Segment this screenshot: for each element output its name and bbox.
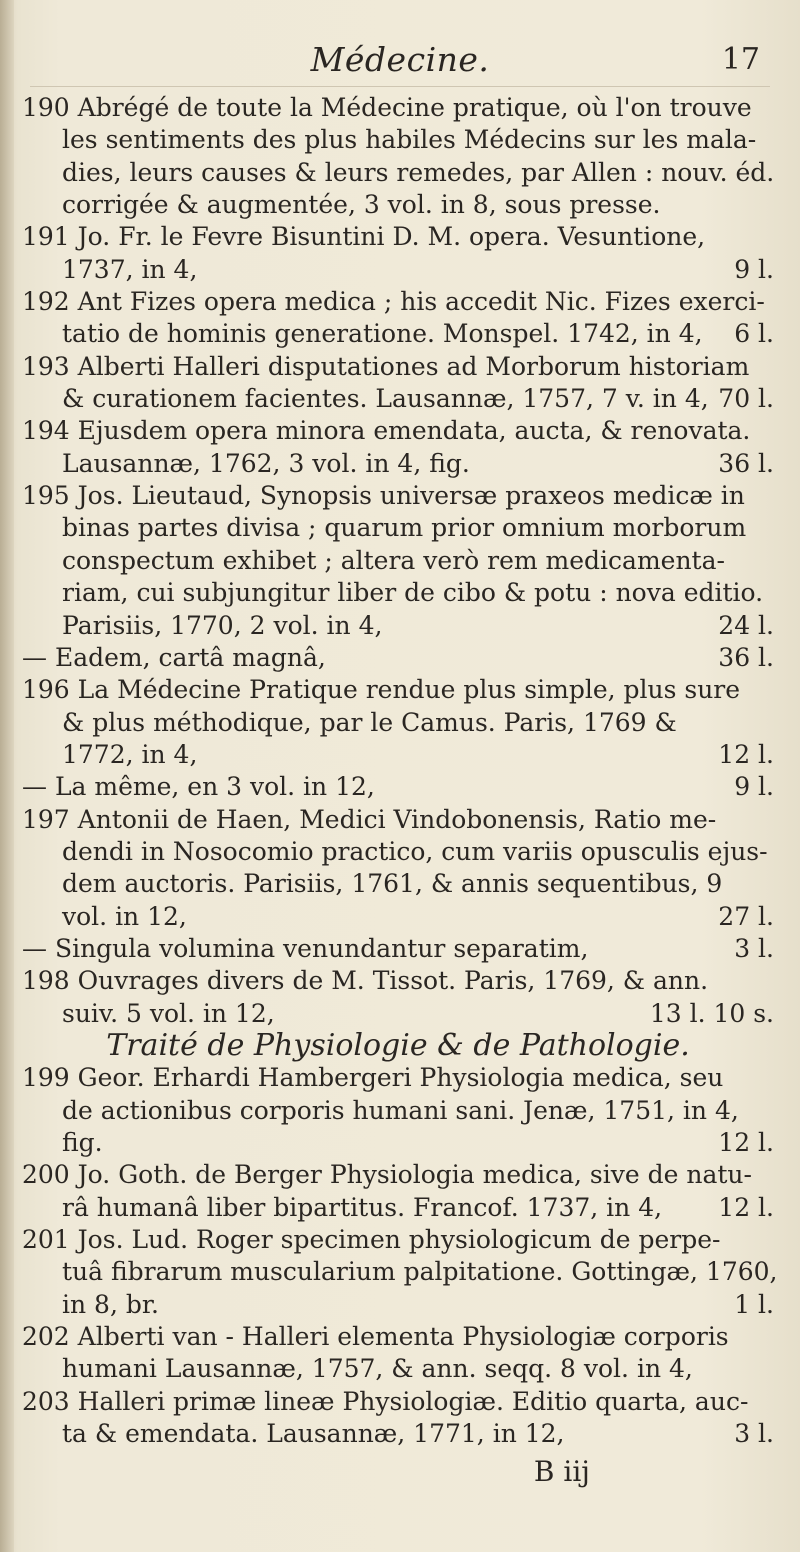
line-text: corrigée & augmentée, 3 vol. in 8, sous presse. (62, 190, 661, 220)
line-text: 1737, in 4, (62, 254, 198, 284)
line-text: binas partes divisa ; quarum prior omnium morborum (62, 513, 747, 543)
line-text: vol. in 12, (62, 901, 187, 931)
line-text: 201 Jos. Lud. Roger specimen physiologicum de perpe- (22, 1225, 721, 1255)
line-text: dem auctoris. Parisiis, 1761, & annis sequentibus, 9 (62, 869, 723, 899)
line-text: suiv. 5 vol. in 12, (62, 998, 275, 1028)
price: 70 l. (718, 384, 774, 414)
catalogue-line (22, 1159, 774, 1191)
catalogue-line (22, 577, 774, 609)
catalogue-line (22, 124, 774, 156)
line-text: — Eadem, cartâ magnâ, (22, 642, 326, 672)
line-text: Lausannæ, 1762, 3 vol. in 4, fig. (62, 448, 470, 478)
catalogue-line (22, 221, 774, 253)
line-text: & plus méthodique, par le Camus. Paris, 1769 & (62, 707, 677, 737)
catalogue-line (22, 642, 774, 674)
catalogue-line (22, 610, 774, 642)
line-text: les sentiments des plus habiles Médecins sur les mala- (62, 125, 757, 155)
line-text: fig. (62, 1128, 103, 1157)
line-text: 196 La Médecine Pratique rendue plus simple, plus sure (22, 675, 741, 705)
catalogue-line (22, 998, 774, 1030)
line-text: 203 Halleri primæ lineæ Physiologiæ. Editio quarta, auc- (22, 1386, 749, 1416)
price: 12 l. (718, 739, 774, 769)
section-heading (22, 1027, 774, 1063)
running-title: Médecine. (310, 40, 490, 79)
line-text: Parisiis, 1770, 2 vol. in 4, (62, 610, 383, 640)
price: 36 l. (718, 642, 774, 672)
catalogue-line (22, 286, 774, 318)
catalogue-line (22, 318, 774, 350)
catalogue-line (22, 901, 774, 933)
line-text: 190 Abrégé de toute la Médecine pratique, où l'on trouve (22, 93, 752, 122)
line-text: 202 Alberti van - Halleri elementa Physiologiæ corporis (22, 1322, 729, 1352)
price: 1 l. (734, 1289, 774, 1319)
catalogue-line (22, 448, 774, 480)
catalogue-line (22, 189, 774, 221)
header-rule (30, 86, 770, 87)
line-text: 193 Alberti Halleri disputationes ad Morborum historiam (22, 351, 750, 381)
line-text: 197 Antonii de Haen, Medici Vindobonensis, Ratio me- (22, 804, 717, 834)
catalogue-line (22, 836, 774, 868)
catalogue-line (22, 1386, 774, 1418)
catalogue-line (22, 254, 774, 286)
price: 27 l. (718, 901, 774, 931)
line-text: 194 Ejusdem opera minora emendata, aucta, & renovata. (22, 416, 751, 446)
line-text: 199 Geor. Erhardi Hambergeri Physiologia medica, seu (22, 1063, 724, 1093)
catalogue-line (22, 739, 774, 771)
price: 6 l. (734, 319, 774, 349)
catalogue-line (22, 933, 774, 965)
line-text: 1772, in 4, (62, 739, 198, 769)
price: 3 l. (734, 933, 774, 963)
line-text: 195 Jos. Lieutaud, Synopsis universæ praxeos medicæ in (22, 481, 745, 511)
line-text: tuâ fibrarum muscularium palpitatione. Gottingæ, 1760, (62, 1257, 778, 1287)
catalogue-line (22, 804, 774, 836)
catalogue-line (22, 1062, 774, 1094)
line-text: ta & emendata. Lausannæ, 1771, in 12, (62, 1419, 565, 1449)
catalogue-line (22, 415, 774, 447)
page-header (0, 40, 800, 90)
price: 36 l. (718, 448, 774, 478)
line-text: 191 Jo. Fr. le Fevre Bisuntini D. M. opera. Vesuntione, (22, 222, 706, 252)
catalogue-line (22, 1192, 774, 1224)
price: 9 l. (734, 254, 774, 284)
catalogue-line (22, 1256, 778, 1288)
price: 12 l. (718, 1192, 774, 1222)
catalogue-line (22, 1224, 774, 1256)
catalogue-line (22, 868, 774, 900)
catalogue-entries (22, 92, 778, 1450)
catalogue-line (22, 480, 774, 512)
price: 13 l. 10 s. (649, 998, 774, 1028)
catalogue-line (22, 771, 774, 803)
catalogue-line (22, 707, 774, 739)
catalogue-line (22, 512, 774, 544)
line-text: 192 Ant Fizes opera medica ; his accedit Nic. Fizes exerci- (22, 287, 765, 317)
line-text: tatio de hominis generatione. Monspel. 1742, in 4, (62, 319, 703, 349)
line-text: dies, leurs causes & leurs remedes, par Allen : nouv. éd. (62, 157, 775, 187)
catalogue-line (22, 1321, 774, 1353)
line-text: — La même, en 3 vol. in 12, (22, 772, 375, 802)
catalogue-line (22, 92, 774, 124)
line-text: dendi in Nosocomio practico, cum variis opusculis ejus- (62, 836, 768, 866)
price: 24 l. (718, 610, 774, 640)
price: 12 l. (718, 1128, 774, 1157)
line-text: in 8, br. (62, 1289, 159, 1319)
line-text: râ humanâ liber bipartitus. Francof. 1737, in 4, (62, 1192, 663, 1222)
catalogue-line (22, 545, 774, 577)
line-text: 198 Ouvrages divers de M. Tissot. Paris, 1769, & ann. (22, 966, 709, 996)
line-text: de actionibus corporis humani sani. Jenæ, 1751, in 4, (62, 1095, 739, 1125)
catalogue-line (22, 1127, 774, 1159)
line-text: 200 Jo. Goth. de Berger Physiologia medica, sive de natu- (22, 1160, 752, 1190)
catalogue-line (22, 965, 774, 997)
catalogue-line (22, 1353, 774, 1385)
page-number: 17 (721, 42, 760, 77)
catalogue-line (22, 1095, 774, 1127)
page-gutter-shadow (0, 0, 14, 1552)
line-text: riam, cui subjungitur liber de cibo & potu : nova editio. (62, 578, 764, 608)
signature-mark: B iij (533, 1455, 590, 1488)
line-text: Traité de Physiologie & de Pathologie. (106, 1027, 690, 1063)
catalogue-line (22, 1289, 774, 1321)
line-text: & curationem facientes. Lausannæ, 1757, 7 v. in 4, (62, 384, 709, 414)
catalogue-line (22, 674, 774, 706)
catalogue-line (22, 1418, 774, 1450)
line-text: conspectum exhibet ; altera verò rem medicamenta- (62, 545, 725, 575)
line-text: humani Lausannæ, 1757, & ann. seqq. 8 vol. in 4, (62, 1354, 693, 1384)
catalogue-line (22, 157, 774, 189)
price: 3 l. (734, 1419, 774, 1449)
catalogue-line (22, 383, 774, 415)
catalogue-line (22, 351, 774, 383)
line-text: — Singula volumina venundantur separatim, (22, 933, 589, 963)
price: 9 l. (734, 772, 774, 802)
